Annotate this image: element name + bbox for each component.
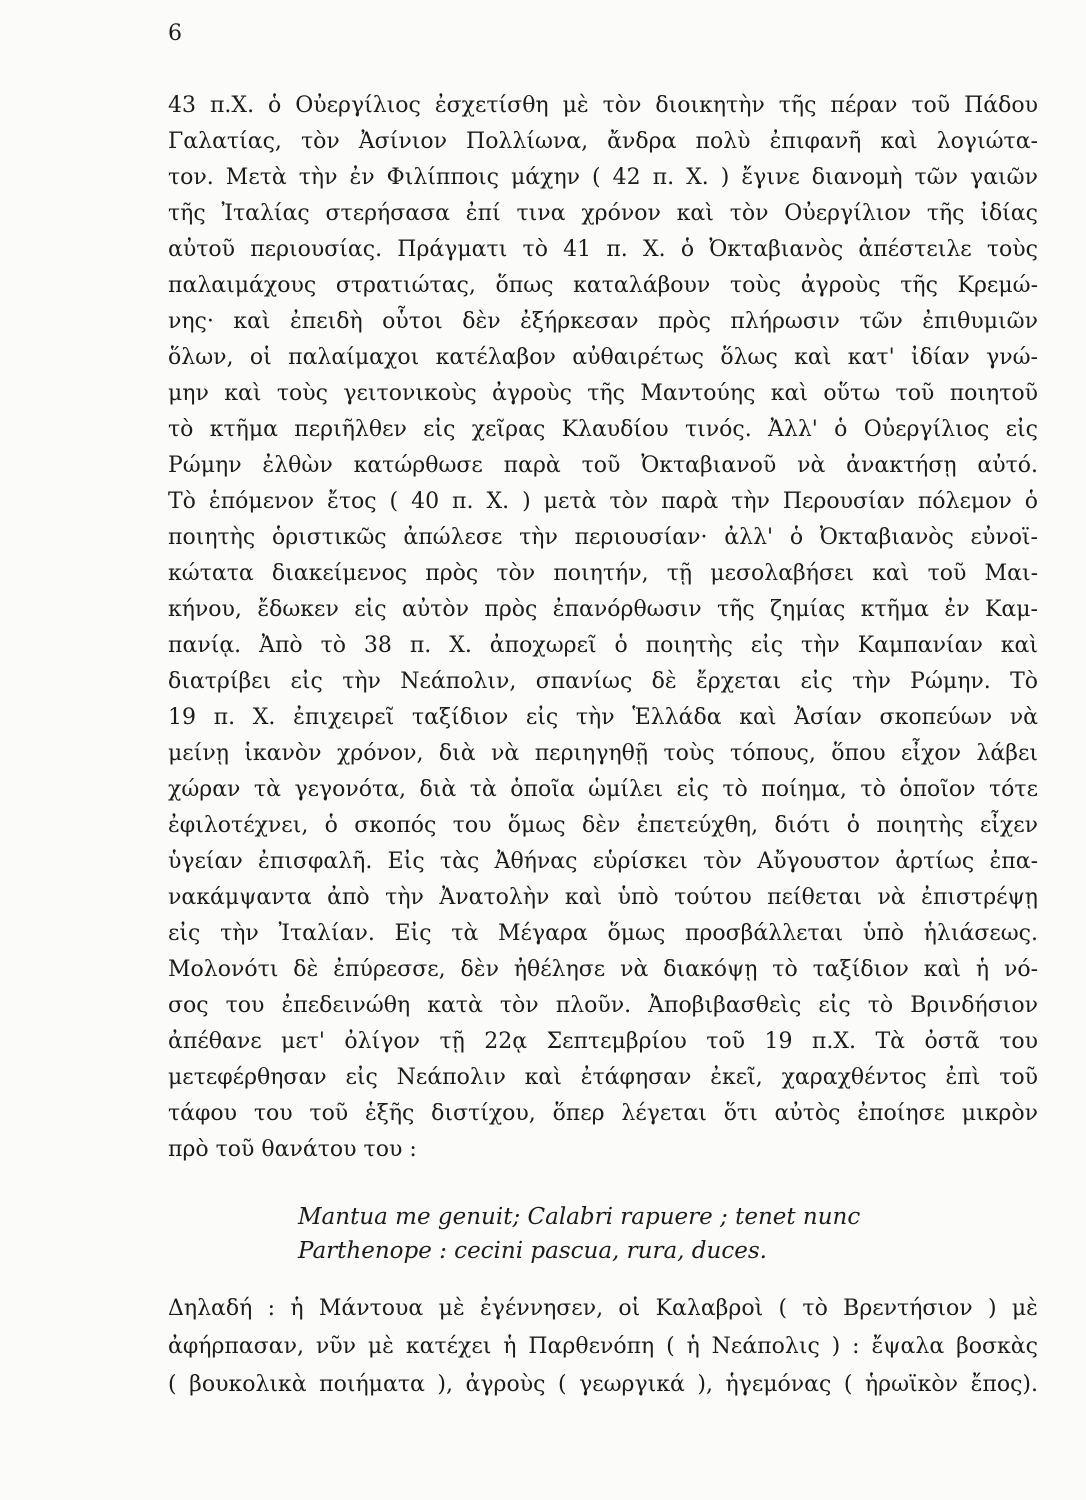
text-line: Τὸ ἑπόμενον ἔτος ( 40 π. Χ. ) μετὰ τὸν παρὰ τὴν Περουσίαν πόλεμον ὁ [168,489,1038,514]
text-line: αὐτοῦ περιουσίας. Πράγματι τὸ 41 π. Χ. ὁ Ὀκταβιανὸς ἀπέστειλε τοὺς [168,237,1038,262]
text-line: ἀπέθανε μετ' ὀλίγον τῇ 22ᾳ Σεπτεμβρίου τοῦ 19 π.Χ. Τὰ ὀστᾶ του [168,1029,1038,1054]
text-line: μην καὶ τοὺς γειτονικοὺς ἀγροὺς τῆς Μαντούης καὶ οὕτω τοῦ ποιητοῦ [168,381,1038,406]
text-line: τάφου του τοῦ ἑξῆς διστίχου, ὅπερ λέγεται ὅτι αὐτὸς ἐποίησε μικρὸν [168,1101,1038,1126]
text-line: ποιητὴς ὁριστικῶς ἀπώλεσε τὴν περιουσίαν· ἀλλ' ὁ Ὀκταβιανὸς εὐνοϊ- [168,525,1038,550]
text-line: Μολονότι δὲ ἐπύρεσσε, δὲν ἠθέλησε νὰ διακόψῃ τὸ ταξίδιον καὶ ἡ νό- [168,957,1038,982]
text-line: 43 π.Χ. ὁ Οὐεργίλιος ἐσχετίσθη μὲ τὸν διοικητὴν τῆς πέραν τοῦ Πάδου [168,93,1038,118]
text-line: παλαιμάχους στρατιώτας, ὅπως καταλάβουν τοὺς ἀγροὺς τῆς Κρεμώ- [168,273,1038,298]
translation-line: Δηλαδή : ἡ Μάντουα μὲ ἐγέννησεν, οἱ Καλαβροὶ ( τὸ Βρεντήσιον ) μὲ [168,1296,1038,1321]
text-line: Γαλατίας, τὸν Ἀσίνιον Πολλίωνα, ἄνδρα πολὺ ἐπιφανῆ καὶ λογιώτα- [168,129,1038,154]
text-line: κώτατα διακείμενος πρὸς τὸν ποιητήν, τῇ μεσολαβήσει καὶ τοῦ Μαι- [168,561,1038,586]
text-line: μείνῃ ἱκανὸν χρόνον, διὰ νὰ περιηγηθῇ τοὺς τόπους, ὅπου εἶχον λάβει [168,741,1038,766]
text-line: Ρώμην ἐλθὼν κατώρθωσε παρὰ τοῦ Ὀκταβιανοῦ νὰ ἀνακτήσῃ αὐτό. [168,453,1038,478]
text-line: κήνου, ἔδωκεν εἰς αὐτὸν πρὸς ἐπανόρθωσιν τῆς ζημίας κτῆμα ἐν Καμ- [168,597,1038,622]
text-line: τῆς Ἰταλίας στερήσασα ἐπί τινα χρόνον καὶ τὸν Οὐεργίλιον τῆς ἰδίας [168,201,1038,226]
page-number: 6 [168,21,182,46]
text-line: ἐφιλοτέχνει, ὁ σκοπός του ὅμως δὲν ἐπετεύχθη, διότι ὁ ποιητὴς εἶχεν [168,813,1038,838]
translation-line: ἀφήρπασαν, νῦν μὲ κατέχει ἡ Παρθενόπη ( ἡ Νεάπολις ) : ἔψαλα βοσκὰς [168,1334,1038,1359]
epitaph [298,1200,998,1268]
text-line: τὸ κτῆμα περιῆλθεν εἰς χεῖρας Κλαυδίου τινός. Ἀλλ' ὁ Οὐεργίλιος εἰς [168,417,1038,442]
text-line: ὅλων, οἱ παλαίμαχοι κατέλαβον αὐθαιρέτως ὅλως καὶ κατ' ἰδίαν γνώ- [168,345,1038,370]
text-line: σος του ἐπεδεινώθη κατὰ τὸν πλοῦν. Ἀποβιβασθεὶς εἰς τὸ Βρινδήσιον [168,993,1038,1018]
translation [168,1290,1038,1404]
epitaph-verse: Parthenope : cecini pascua, rura, duces. [298,1238,767,1264]
text-line: νακάμψαντα ἀπὸ τὴν Ἀνατολὴν καὶ ὑπὸ τούτου πείθεται νὰ ἐπιστρέψῃ [168,885,1038,910]
text-line: πανίᾳ. Ἀπὸ τὸ 38 π. Χ. ἀποχωρεῖ ὁ ποιητὴς εἰς τὴν Καμπανίαν καὶ [168,633,1038,658]
text-line: χώραν τὰ γεγονότα, διὰ τὰ ὁποῖα ὡμίλει εἰς τὸ ποίημα, τὸ ὁποῖον τότε [168,777,1038,802]
text-line: νης· καὶ ἐπειδὴ οὗτοι δὲν ἐξήρκεσαν πρὸς πλήρωσιν τῶν ἐπιθυμιῶν [168,309,1038,334]
translation-line: ( βουκολικὰ ποιήματα ), ἀγροὺς ( γεωργικά ), ἡγεμόνας ( ἡρωϊκὸν ἔπος). [168,1372,1038,1397]
text-line: πρὸ τοῦ θανάτου του : [168,1137,417,1162]
text-line: εἰς τὴν Ἰταλίαν. Εἰς τὰ Μέγαρα ὅμως προσβάλλεται ὑπὸ ἡλιάσεως. [168,921,1038,946]
epitaph-verse: Mantua me genuit; Calabri rapuere ; tenet nunc [298,1204,861,1230]
text-line: διατρίβει εἰς τὴν Νεάπολιν, σπανίως δὲ ἔρχεται εἰς τὴν Ρώμην. Τὸ [168,669,1038,694]
text-line: 19 π. Χ. ἐπιχειρεῖ ταξίδιον εἰς τὴν Ἑλλάδα καὶ Ἀσίαν σκοπεύων νὰ [168,705,1038,730]
main-text [168,88,1038,1168]
text-line: ὑγείαν ἐπισφαλῆ. Εἰς τὰς Ἀθήνας εὑρίσκει τὸν Αὔγουστον ἀρτίως ἐπα- [168,849,1038,874]
text-line: τον. Μετὰ τὴν ἐν Φιλίπποις μάχην ( 42 π. Χ. ) ἔγινε διανομὴ τῶν γαιῶν [168,165,1038,190]
text-line: μετεφέρθησαν εἰς Νεάπολιν καὶ ἐτάφησαν ἐκεῖ, χαραχθέντος ἐπὶ τοῦ [168,1065,1038,1090]
